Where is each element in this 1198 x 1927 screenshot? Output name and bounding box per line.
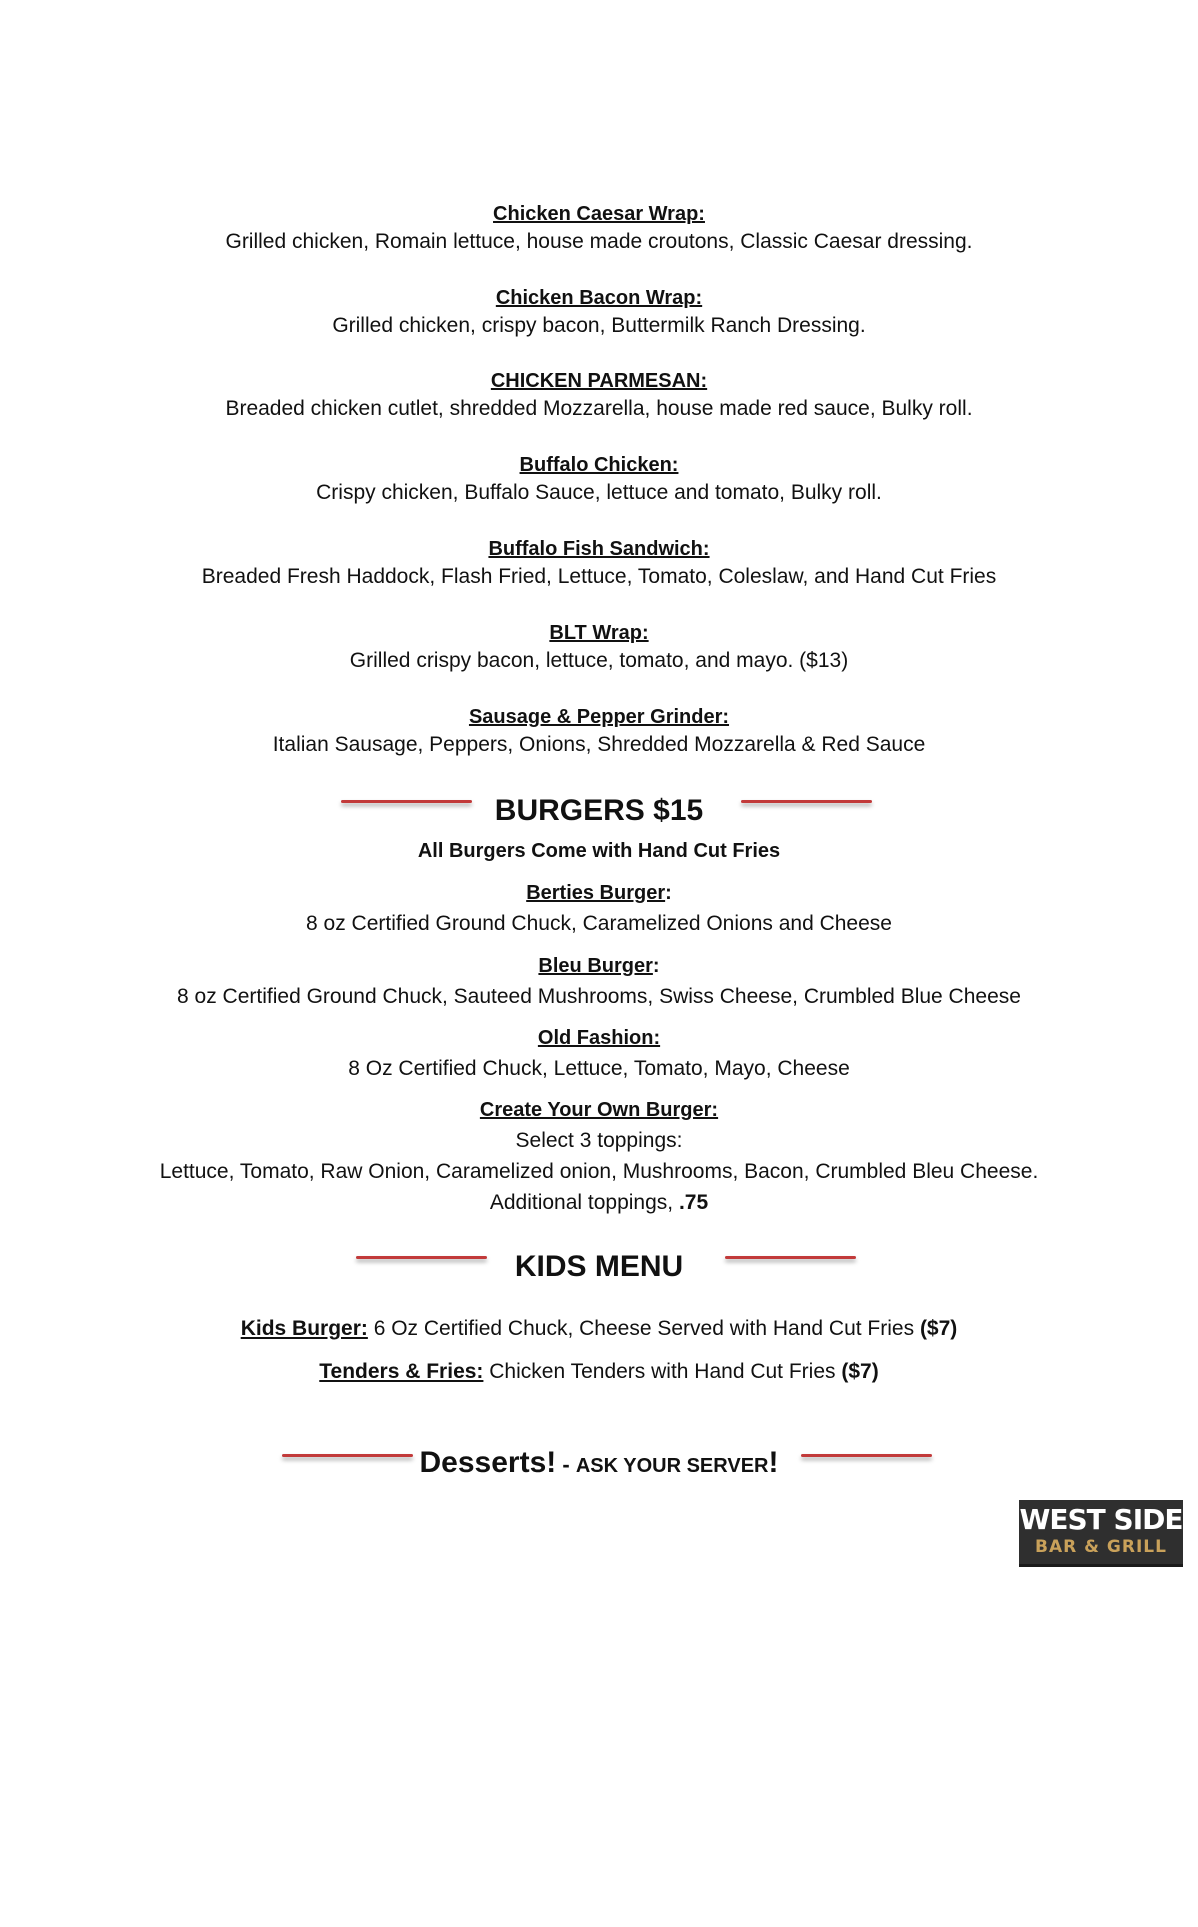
item-description: 8 oz Certified Ground Chuck, Caramelized Onions and Cheese <box>306 912 892 935</box>
burgers-heading: BURGERS $15 <box>494 794 704 827</box>
item-title: Buffalo Fish Sandwich: <box>488 538 710 560</box>
item-description: Grilled chicken, crispy bacon, Buttermilk Ranch Dressing. <box>332 314 866 337</box>
logo-subtitle: BAR & GRILL <box>1035 1537 1167 1557</box>
desserts-dash: - <box>556 1452 576 1477</box>
item-title: Create Your Own Burger: <box>479 1099 719 1121</box>
item-price: ($7) <box>841 1360 879 1383</box>
burgers-subheading: All Burgers Come with Hand Cut Fries <box>417 840 781 862</box>
item-description: 8 oz Certified Ground Chuck, Sauteed Mushrooms, Swiss Cheese, Crumbled Blue Cheese <box>177 985 1021 1008</box>
item-description: Italian Sausage, Peppers, Onions, Shredded Mozzarella & Red Sauce <box>272 733 926 756</box>
item-title: Old Fashion: <box>537 1027 661 1049</box>
menu-item-sausage-pepper-grinder <box>0 703 1198 759</box>
item-title: Chicken Caesar Wrap: <box>493 203 705 225</box>
item-description: Breaded chicken cutlet, shredded Mozzarella, house made red sauce, Bulky roll. <box>225 397 973 420</box>
kids-menu-heading: KIDS MENU <box>514 1250 684 1283</box>
west-side-logo <box>1019 1500 1183 1567</box>
menu-item-bleu-burger <box>0 952 1198 1011</box>
additional-toppings-price: .75 <box>678 1191 709 1214</box>
item-title: Tenders & Fries: <box>319 1360 484 1383</box>
item-title: Bleu Burger <box>538 955 653 977</box>
desserts-heading: Desserts! <box>419 1446 557 1479</box>
desserts-note: ASK YOUR SERVER <box>575 1455 769 1477</box>
item-title: Buffalo Chicken: <box>519 454 679 476</box>
menu-item-tenders-fries <box>0 1358 1198 1386</box>
item-title: Kids Burger: <box>240 1317 368 1340</box>
item-description-line1: Select 3 toppings: <box>515 1129 683 1152</box>
item-description-line3 <box>0 1189 1198 1217</box>
menu-item-chicken-bacon-wrap <box>0 284 1198 340</box>
desserts-heading-row <box>0 1443 1198 1486</box>
menu-item-create-your-own-burger <box>0 1096 1198 1217</box>
item-description: Grilled chicken, Romain lettuce, house made croutons, Classic Caesar dressing. <box>225 230 973 253</box>
item-title-colon: : <box>652 955 660 977</box>
menu-item-blt-wrap <box>0 619 1198 675</box>
menu-item-buffalo-chicken <box>0 451 1198 507</box>
logo-title: WEST SIDE <box>1019 1503 1183 1536</box>
item-title: Sausage & Pepper Grinder: <box>468 706 730 728</box>
item-title-colon: : <box>665 882 672 904</box>
menu-item-chicken-parmesan <box>0 367 1198 423</box>
item-description: Breaded Fresh Haddock, Flash Fried, Lettuce, Tomato, Coleslaw, and Hand Cut Fries <box>201 565 997 588</box>
additional-toppings-text: Additional toppings, <box>489 1191 679 1214</box>
item-title: BLT Wrap: <box>549 622 649 644</box>
item-description: Chicken Tenders with Hand Cut Fries <box>483 1360 842 1383</box>
item-title: CHICKEN PARMESAN: <box>490 370 708 392</box>
menu-item-buffalo-fish-sandwich <box>0 535 1198 591</box>
item-description: 6 Oz Certified Chuck, Cheese Served with Hand Cut Fries <box>367 1317 920 1340</box>
item-description: Crispy chicken, Buffalo Sauce, lettuce and tomato, Bulky roll. <box>316 481 882 504</box>
item-description: 8 Oz Certified Chuck, Lettuce, Tomato, Mayo, Cheese <box>348 1057 850 1080</box>
item-title-row <box>0 952 1198 980</box>
item-description-line2: Lettuce, Tomato, Raw Onion, Caramelized onion, Mushrooms, Bacon, Crumbled Bleu Cheese. <box>159 1160 1039 1183</box>
desserts-exclamation: ! <box>768 1446 779 1479</box>
item-title: Berties Burger <box>526 882 666 904</box>
item-title-row <box>0 879 1198 907</box>
menu-item-berties-burger <box>0 879 1198 938</box>
menu-item-chicken-caesar-wrap <box>0 200 1198 256</box>
menu-item-old-fashion <box>0 1024 1198 1083</box>
item-price: ($7) <box>919 1317 958 1340</box>
item-title: Chicken Bacon Wrap: <box>495 287 703 309</box>
menu-item-kids-burger <box>0 1315 1198 1343</box>
item-description: Grilled crispy bacon, lettuce, tomato, and mayo. ($13) <box>349 649 849 672</box>
